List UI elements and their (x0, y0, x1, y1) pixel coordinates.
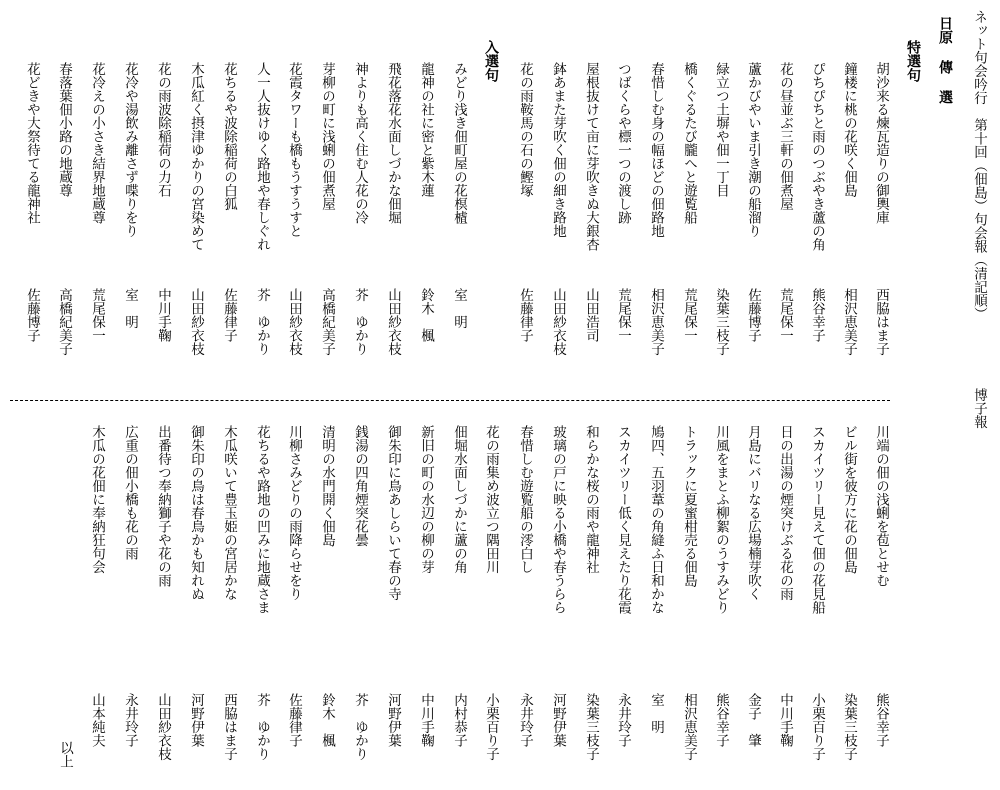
haiku-text: 鐘楼に桃の花咲く佃島 (841, 62, 857, 197)
haiku-text: 蘆かびやいま引き潮の船溜り (745, 62, 761, 238)
report-title: ネット句会吟行 第十回（佃島）句会報（清記順） (971, 10, 987, 321)
haiku-text: 龍神の社に密と紫木蓮 (418, 62, 434, 197)
haiku-author: 相沢恵美子 (681, 693, 697, 761)
haiku-text: みどり浅き佃町屋の花榠樝 (451, 62, 467, 224)
haiku-author: 芥 ゆかり (352, 288, 368, 356)
haiku-author: 高橋紀美子 (56, 288, 72, 356)
haiku-author: 高橋紀美子 (319, 288, 335, 356)
haiku-text: 新旧の町の水辺の柳の芽 (418, 425, 434, 574)
haiku-author: 染葉三枝子 (841, 693, 857, 761)
haiku-author: 佐藤博子 (24, 288, 40, 342)
haiku-author: 中川手鞠 (777, 693, 793, 747)
haiku-author: 佐藤律子 (286, 693, 302, 747)
haiku-author: 河野伊葉 (188, 693, 204, 747)
haiku-text: 清明の水門開く佃島 (319, 425, 335, 547)
haiku-text: 花の雨集め波立つ隅田川 (483, 425, 499, 574)
haiku-author: 金子 肇 (745, 693, 761, 747)
haiku-text: 木瓜咲いて豊玉姫の宮居かな (221, 425, 237, 601)
haiku-author: 山田紗衣枝 (188, 288, 204, 356)
haiku-text: 銭湯の四角煙突花曇 (352, 425, 368, 547)
haiku-author: 荒尾保一 (615, 288, 631, 342)
haiku-author: 室 明 (122, 288, 138, 329)
haiku-author: 染葉三枝子 (713, 288, 729, 356)
haiku-author: 中川手鞠 (155, 288, 171, 342)
haiku-text: 春惜しむ遊覧船の澪白し (517, 425, 533, 574)
haiku-author: 小栗百り子 (809, 693, 825, 761)
haiku-author: 熊谷幸子 (713, 693, 729, 747)
section-heading-tokusen: 特選句 (905, 40, 921, 82)
haiku-text: 緑立つ土塀や佃一丁目 (713, 62, 729, 197)
haiku-text: 人一人抜けゆく路地や春しぐれ (254, 62, 270, 251)
haiku-author: 河野伊葉 (385, 693, 401, 747)
haiku-text: 春惜しむ身の幅ほどの佃路地 (648, 62, 664, 238)
haiku-text: 出番待つ奉納獅子や花の雨 (155, 425, 171, 587)
haiku-text: 花の雨鞍馬の石の鰹塚 (517, 62, 533, 197)
haiku-text: 芽柳の町に浅蜊の佃煮屋 (319, 62, 335, 211)
haiku-author: 相沢恵美子 (841, 288, 857, 356)
haiku-author: 室 明 (648, 693, 664, 734)
haiku-author: 染葉三枝子 (583, 693, 599, 761)
haiku-text: 花の雨波除稲荷の力石 (155, 62, 171, 197)
haiku-text: ぴちぴちと雨のつぶやき蘆の角 (809, 62, 825, 251)
haiku-text: スカイツリー低く見えたり花霞 (615, 425, 631, 614)
haiku-text: つばくらや標一つの渡し跡 (615, 62, 631, 224)
haiku-author: 西脇はま子 (873, 288, 889, 356)
haiku-text: 神よりも高く住む人花の冷 (352, 62, 368, 224)
section-heading-nyusen: 入選句 (483, 40, 499, 82)
haiku-text: 木瓜の花佃に奉納狂句会 (89, 425, 105, 574)
haiku-text: 川風をまとふ柳絮のうすみどり (713, 425, 729, 614)
haiku-text: 花どきや大祭待てる龍神社 (24, 62, 40, 224)
haiku-text: 鳩四、五羽葦の角縫ふ日和かな (648, 425, 664, 614)
haiku-author: 荒尾保一 (89, 288, 105, 342)
haiku-author: 佐藤博子 (745, 288, 761, 342)
haiku-text: 月島にバリなる広場楠芽吹く (745, 425, 761, 601)
haiku-author: 内村恭子 (451, 693, 467, 747)
haiku-author: 永井玲子 (615, 693, 631, 747)
haiku-text: 花冷えの小さき結界地蔵尊 (89, 62, 105, 224)
haiku-text: 佃堀水面しづかに蘆の角 (451, 425, 467, 574)
haiku-author: 山本純夫 (89, 693, 105, 747)
haiku-text: 花霞タワーも橋もうすうすと (286, 62, 302, 238)
haiku-author: 山田紗衣枝 (155, 693, 171, 761)
haiku-text: 川柳さみどりの雨降らせをり (286, 425, 302, 601)
haiku-author: 佐藤律子 (517, 288, 533, 342)
haiku-text: 木瓜紅く摂津ゆかりの宮染めて (188, 62, 204, 251)
haiku-text: 飛花落花水面しづかな佃堀 (385, 62, 401, 224)
haiku-author: 山田浩司 (583, 288, 599, 342)
haiku-author: 鈴木 楓 (418, 288, 434, 342)
haiku-text: 鉢あまた芽吹く佃の細き路地 (550, 62, 566, 238)
section-divider (10, 400, 890, 401)
haiku-text: 御朱印の鳥は春鳥かも知れぬ (188, 425, 204, 601)
haiku-author: 芥 ゆかり (254, 288, 270, 356)
haiku-text: 和らかな桜の雨や龍神社 (583, 425, 599, 574)
haiku-author: 荒尾保一 (777, 288, 793, 342)
end-mark: 以上 (57, 741, 73, 768)
haiku-text: トラックに夏蜜柑売る佃島 (681, 425, 697, 587)
haiku-text: 花ちるや波除稲荷の白狐 (221, 62, 237, 211)
haiku-author: 山田紗衣枝 (286, 288, 302, 356)
haiku-author: 佐藤律子 (221, 288, 237, 342)
haiku-author: 河野伊葉 (550, 693, 566, 747)
haiku-text: 橋くぐるたび朧へと遊覧船 (681, 62, 697, 224)
haiku-author: 山田紗衣枝 (550, 288, 566, 356)
haiku-author: 永井玲子 (122, 693, 138, 747)
haiku-author: 熊谷幸子 (873, 693, 889, 747)
haiku-text: スカイツリー見えて佃の花見船 (809, 425, 825, 614)
haiku-text: ビル街を彼方に花の佃島 (841, 425, 857, 574)
haiku-author: 芥 ゆかり (254, 693, 270, 761)
haiku-text: 胡沙来る煉瓦造りの御輿庫 (873, 62, 889, 224)
report-editor: 博子報 (971, 388, 987, 429)
selector-name: 日原 傳 選 (937, 16, 953, 104)
haiku-text: 広重の佃小橋も花の雨 (122, 425, 138, 560)
haiku-text: 玻璃の戸に映る小橋や春うらら (550, 425, 566, 614)
haiku-author: 荒尾保一 (681, 288, 697, 342)
haiku-author: 中川手鞠 (418, 693, 434, 747)
haiku-text: 川端の佃の浅蜊を苞とせむ (873, 425, 889, 587)
haiku-text: 花ちるや路地の凹みに地蔵さま (254, 425, 270, 614)
haiku-text: 花の昼並ぶ三軒の佃煮屋 (777, 62, 793, 211)
haiku-author: 小栗百り子 (483, 693, 499, 761)
haiku-author: 芥 ゆかり (352, 693, 368, 761)
haiku-author: 熊谷幸子 (809, 288, 825, 342)
haiku-text: 御朱印に鳥あしらいて春の寺 (385, 425, 401, 601)
haiku-author: 西脇はま子 (221, 693, 237, 761)
haiku-text: 屋根抜けて亩に芽吹きぬ大銀杏 (583, 62, 599, 251)
haiku-author: 相沢恵美子 (648, 288, 664, 356)
haiku-author: 山田紗衣枝 (385, 288, 401, 356)
haiku-text: 花冷や湯飲み離さず喋りをり (122, 62, 138, 238)
haiku-text: 春落葉佃小路の地蔵尊 (56, 62, 72, 197)
haiku-author: 室 明 (451, 288, 467, 329)
haiku-author: 永井玲子 (517, 693, 533, 747)
haiku-text: 日の出湯の煙突けぶる花の雨 (777, 425, 793, 601)
haiku-author: 鈴木 楓 (319, 693, 335, 747)
